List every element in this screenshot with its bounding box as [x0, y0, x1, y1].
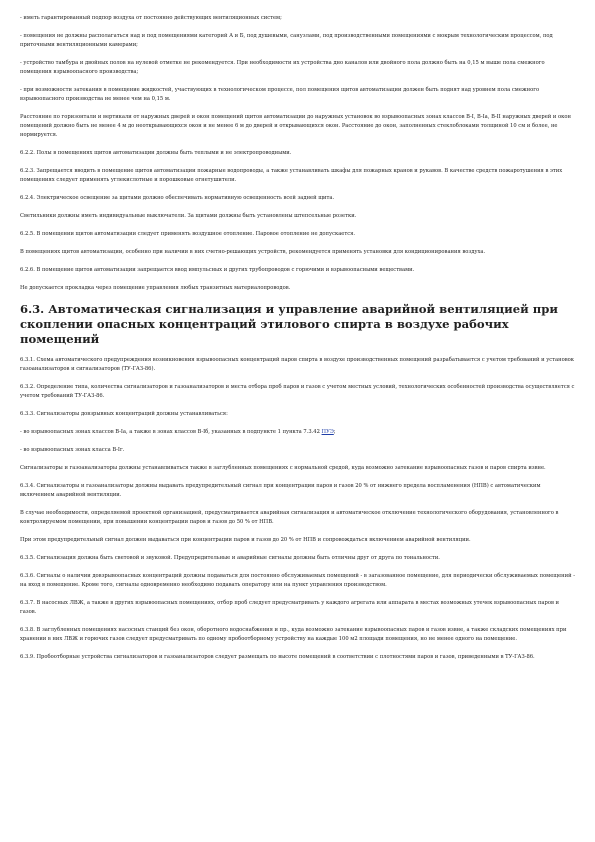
paragraph: Светильники должны иметь индивидуальные выключатели. За щитами должны быть установлены штепсельные розетки. [20, 213, 357, 219]
paragraph: - помещения не должны располагаться над и под помещениями категорий А и Б, под душевыми, санузлами, под производственными помещениями с мокрым технологическим процессом, под приточными вентиляционными камерами; [20, 33, 553, 48]
paragraph: 6.3.5. Сигнализация должна быть световой и звуковой. Предупредительные и аварийные сигналы должны быть отличны друг от друга по тональности. [20, 555, 440, 561]
paragraph: - иметь гарантированный подпор воздуха от постоянно действующих вентиляционных систем; [20, 15, 282, 21]
paragraph: Сигнализаторы и газоанализаторы должны устанавливаться также в заглубленных помещениях с нормальной средой, куда возможно затекание взрывоопасных газов и паров спирта извне. [20, 465, 546, 471]
paragraph: 6.3.7. В насосных ЛВЖ, а также в других взрывоопасных помещениях, отбор проб следует предусматривать у каждого агрегата или аппарата в местах возможных утечек взрывоопасных паров и газов. [20, 600, 559, 615]
paragraph: 6.3.4. Сигнализаторы и газоанализаторы должны выдавать предупредительный сигнал при концентрации паров и газов 20 % от нижнего предела воспламенения (НПВ) с автоматическим включением аварийной вентиляции. [20, 483, 541, 498]
paragraph: - при возможности затекания в помещение жидкостей, участвующих в технологическом процессе, пол помещения щитов автоматизации должен быть поднят над уровнем пола смежного взрывоопасного производства не менее чем на 0,15 м. [20, 87, 540, 102]
paragraph: 6.2.3. Запрещается вводить в помещение щитов автоматизации пожарные водопроводы, а также устанавливать шкафы для пожарных кранов и рукавов. В качестве средств пожаротушения в этих помещениях следует применять углекислотные и порошковые огнетушители. [20, 168, 563, 183]
paragraph: - устройство тамбура и двойных полов на нулевой отметке не рекомендуется. При необходимости их устройства дно каналов или двойного пола должно быть на 0,15 м выше пола смежного помещения взрывоопасного производства; [20, 60, 545, 75]
paragraph: 6.3.9. Пробоотборные устройства сигнализаторов и газоанализаторов следует размещать по высоте помещений в соответствии с плотностями паров и газов, приведенными в ТУ-ГАЗ-86. [20, 654, 535, 660]
paragraph: 6.3.2. Определение типа, количества сигнализаторов и газоанализаторов и места отбора проб паров и газов с учетом местных условий, технологических особенностей производства осуществляется с учетом требований ТУ-ГАЗ-86. [20, 384, 575, 399]
paragraph: - во взрывоопасных зонах класса В-Iг. [20, 447, 125, 453]
paragraph: 6.3.8. В заглубленных помещениях насосных станций без окон, оборотного водоснабжения и пр., куда возможно затекание взрывоопасных паров и газов извне, а также складских помещениях при хранении в них ЛВЖ и горючих газов следует предусматривать по одному пробоотборному устройству на каждые 100 м2 площади помещения, но не менее одного на помещение. [20, 627, 567, 642]
paragraph: 6.3.6. Сигналы о наличии довзрывоопасных концентраций должны подаваться для постоянно обслуживаемых помещений - в загазованное помещение, для периодически обслуживаемых помещений - на вход в помещение. Кроме того, сигналы одновременно необходимо подавать оператору или на пункт управления производством. [20, 573, 575, 588]
paragraph: В помещениях щитов автоматизации, особенно при наличии в них счетно-решающих устройств, рекомендуется применять установки для кондиционирования воздуха. [20, 249, 486, 255]
paragraph: При этом предупредительный сигнал должен выдаваться при концентрации паров и газов до 20 % от НПВ и сопровождаться включением аварийной вентиляции. [20, 537, 471, 543]
paragraph-zones [20, 428, 575, 437]
paragraph: 6.2.5. В помещении щитов автоматизации следует применять воздушное отопление. Паровое отопление не допускается. [20, 231, 356, 237]
section-heading: 6.3. Автоматическая сигнализация и управление аварийной вентиляцией при скоплении опасных концентраций этилового спирта в воздухе рабочих помещений [20, 302, 558, 346]
paragraph: Расстояние по горизонтали и вертикали от наружных дверей и окон помещений щитов автоматизации до наружных установок во взрывоопасных зонах классов В-I, В-Iа, В-II наружных дверей и окон помещений должно быть не менее 4 м до неоткрывающихся окон и не менее 6 м до дверей и открывающихся окон. Расстояние до окон, заполненных стеклоблоками толщиной 10 см и более, не нормируется. [20, 114, 571, 138]
zones-text-end: ; [333, 429, 336, 435]
paragraph: 6.2.6. В помещение щитов автоматизации запрещается ввод импульсных и других трубопроводов с горючими и взрывоопасными веществами. [20, 267, 415, 273]
zones-text: - во взрывоопасных зонах классов В-Iа, а также в зонах классов В-Iб, указанных в подпункте 1 пункта 7.3.42 [20, 429, 322, 435]
paragraph: В случае необходимости, определяемой проектной организацией, предусматривается аварийная сигнализация и автоматическое отключение технологического оборудования, установленного в контролируемом помещении, при повышении концентрации паров и газов до 50 % от НПВ. [20, 510, 559, 525]
paragraph: 6.3.1. Схема автоматического предупреждения возникновения взрывоопасных концентраций паров спирта в воздухе производственных помещений разрабатывается с учетом требований и установок газоанализаторов и сигнализаторов (ТУ-ГАЗ-86). [20, 357, 574, 372]
paragraph: Не допускается прокладка через помещение управления любых транзитных материалопроводов. [20, 285, 291, 291]
pue-link[interactable]: ПУЭ [321, 429, 334, 435]
paragraph: 6.2.4. Электрическое освещение за щитами должно обеспечивать нормативную освещенность всей задней щита. [20, 195, 335, 201]
paragraph: 6.3.3. Сигнализаторы довзрывных концентраций должны устанавливаться: [20, 411, 228, 417]
paragraph: 6.2.2. Полы в помещениях щитов автоматизации должны быть теплыми и не электропроводными. [20, 150, 292, 156]
